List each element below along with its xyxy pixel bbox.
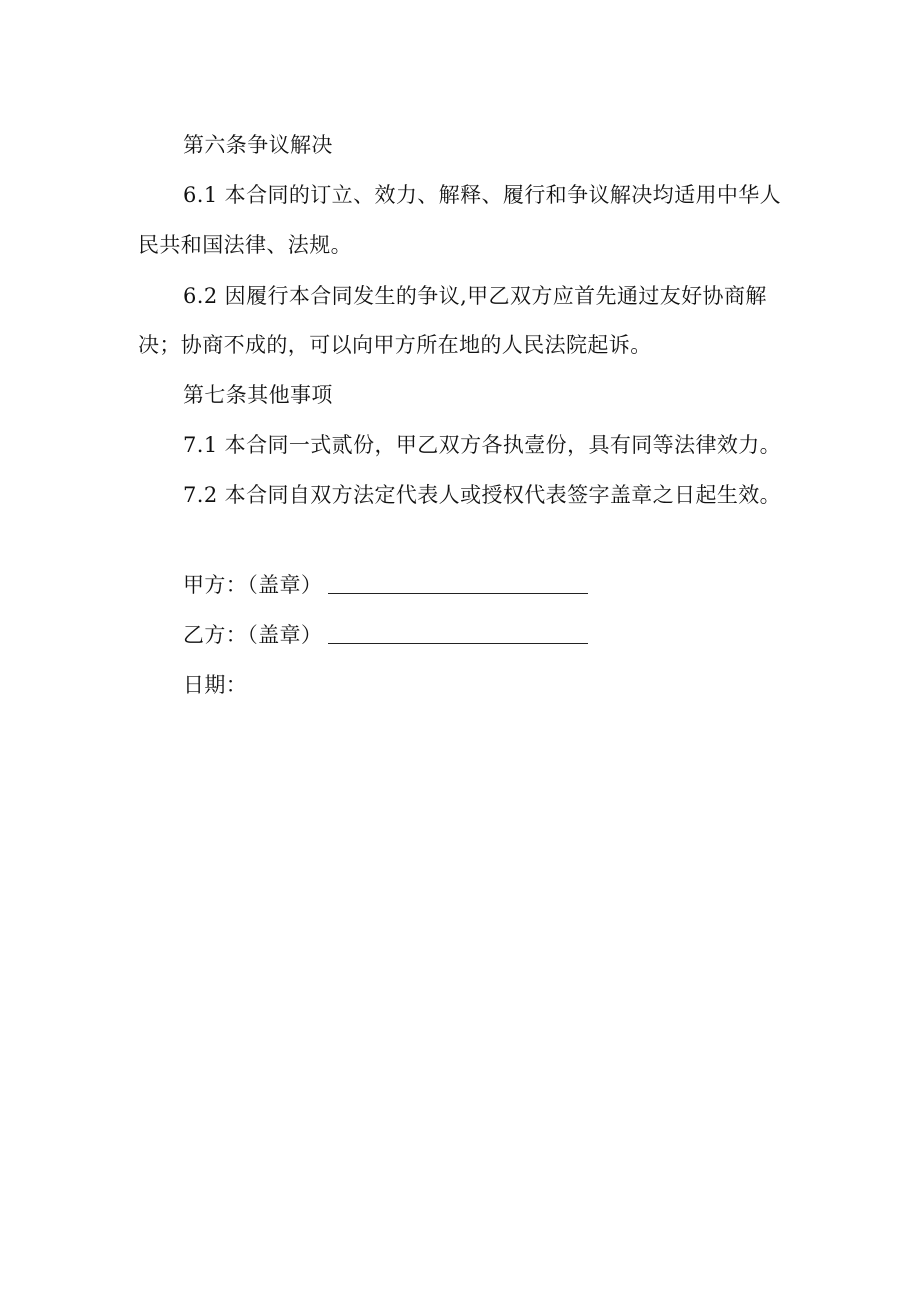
clause-6-1-line-2: 民共和国法律、法规。 xyxy=(138,233,352,257)
clause-6-2-line-2: 决；协商不成的，可以向甲方所在地的人民法院起诉。 xyxy=(138,333,652,357)
date-label: 日期： xyxy=(183,673,248,697)
party-a-signature-line[interactable] xyxy=(328,592,588,594)
party-a-signature-row xyxy=(183,571,588,599)
clause-6-2-line-1: 6.2 因履行本合同发生的争议,甲乙双方应首先通过友好协商解 xyxy=(183,284,767,308)
party-b-label: 乙方：（盖章） xyxy=(183,623,323,647)
party-b-signature-line[interactable] xyxy=(328,642,588,644)
party-a-label: 甲方：（盖章） xyxy=(183,573,323,597)
clause-7-1: 7.1 本合同一式贰份，甲乙双方各执壹份，具有同等法律效力。 xyxy=(183,433,782,457)
section-6-heading: 第六条争议解决 xyxy=(183,133,333,157)
party-b-signature-row xyxy=(183,621,588,649)
clause-6-1-line-1: 6.1 本合同的订立、效力、解释、履行和争议解决均适用中华人 xyxy=(183,183,782,207)
section-7-heading: 第七条其他事项 xyxy=(183,383,333,407)
clause-7-2: 7.2 本合同自双方法定代表人或授权代表签字盖章之日起生效。 xyxy=(183,483,782,507)
